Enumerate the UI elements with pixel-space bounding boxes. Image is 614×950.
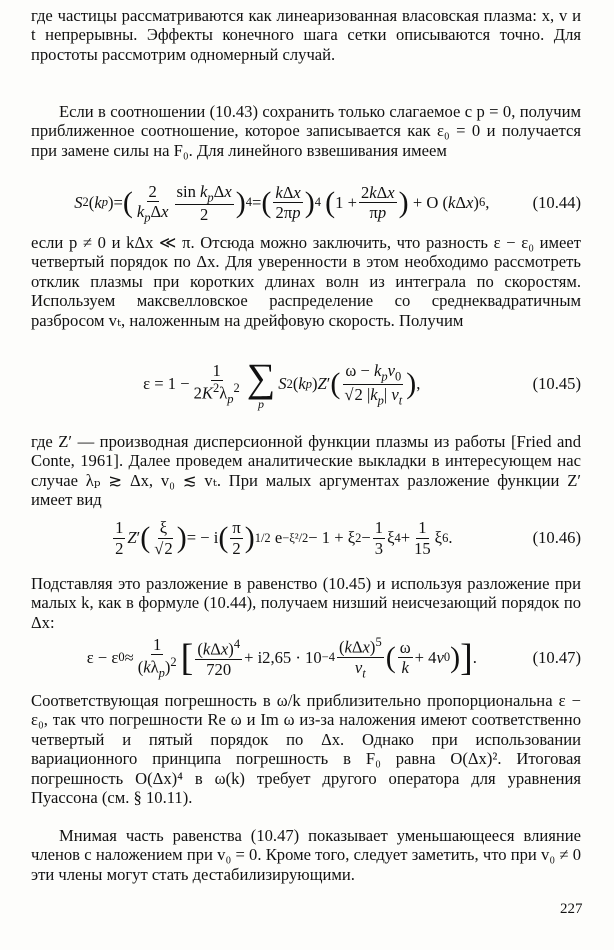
- paragraph-1: где частицы рассматриваются как линеаризованная власовская плазма: x, v и t непрерывны. Эффекты конечного шага сетки описываются точно. Для простоты рассмотрим одномерный случай.: [31, 6, 581, 64]
- equation-10-44: S 2 ( k p )= ( $\frac{2}{k_p\Delta x}$ $\frac{\sin k_p\Delta x}{2}$ ) 4 = ( $\frac{\text{kΔx}}{2\pi p}$ ) 4 ( 1 + $\frac{\text{2kΔx}}{\pi p}$ ) + O ( k Δ x ) 6 , (10.44): [74, 181, 581, 225]
- equation-number: (10.47): [532, 648, 581, 667]
- paragraph-2: Если в соотношении (10.43) сохранить только слагаемое с p = 0, получим приближенное соотношение, которое записывается как ε₀ = 0 и получается при замене силы на F₀. Для линейного взвешивания имеем: [31, 102, 581, 160]
- equation-10-47: ε − ε 0 ≈ $\frac{1}{(k\lambda_p)^2}$ [ $\frac{(k\Delta x)^4}{720}$ + i2,65 · 10 −4 $\frac{(k\Delta x)^5}{v_t}$ ( $\frac{\omega}{k}$ + 4 v 0 ) ] . (10.47): [86, 635, 581, 681]
- equation-10-45: ε = 1 − $\frac{1}{2K^2\lambda_p^2}$ ∑ p S 2 ( k p ) Z ′ ( $\frac{\omega - k_pv_0}{√2 |k_p| v_t}$ ) , (10.45): [143, 355, 581, 411]
- paragraph-7: Мнимая часть равенства (10.47) показывает уменьшающееся влияние членов с наложением при v₀ = 0. Кроме того, следует заметить, что при v₀ ≠ 0 эти члены могут стать дестабилизирующими.: [31, 826, 581, 884]
- paragraph-3: если p ≠ 0 и kΔx ≪ π. Отсюда можно заключить, что разность ε − ε₀ имеет четвертый порядок по Δx. Для уверенности в этом необходимо рассмотреть отклик плазмы при коротких длинах волн из интеграла по скоростям. Используем максвелловское распределение со среднеквадратичным разбросом vₜ, наложенным на дрейфовую скорость. Получим: [31, 233, 581, 330]
- paragraph-5: Подставляя это разложение в равенство (10.45) и используя разложение при малых k, как в формуле (10.44), получаем низший неисчезающий порядок по Δx:: [31, 574, 581, 632]
- equation-number: (10.45): [532, 374, 581, 393]
- equation-10-46: $\frac{1}{2}$ Z ′ ( $\frac{\xi}{√2}$ ) = − i ( $\frac{\pi}{2}$ ) 1/2 e −ξ²/2 − 1 + ξ 2 − $\frac{1}{3}$ ξ 4 + $\frac{1}{15}$ ξ 6 . (10.46): [115, 518, 581, 558]
- paragraph-4: где Z′ — производная дисперсионной функции плазмы из работы [Fried and Conte, 1961]. Далее проведем аналитические выкладки в интересующем нас случае λₚ ≳ Δx, v₀ ≲ vₜ. При малых аргументах разложение функции Z′ имеет вид: [31, 432, 581, 510]
- equation-number: (10.46): [532, 528, 581, 547]
- paragraph-6: Соответствующая погрешность в ω/k приблизительно пропорциональна ε − ε₀, так что погрешности Re ω и Im ω из-за наложения имеют соответственно четвертый и пятый порядок по Δx. Однако при использовании вариационного принципа погрешность в F₀ равна O(Δx)². Итоговая погрешность O(Δx)⁴ в ω(k) требует другого оператора для уравнения Пуассона (см. § 10.11).: [31, 691, 581, 808]
- equation-number: (10.44): [532, 193, 581, 212]
- page-number: 227: [560, 901, 583, 917]
